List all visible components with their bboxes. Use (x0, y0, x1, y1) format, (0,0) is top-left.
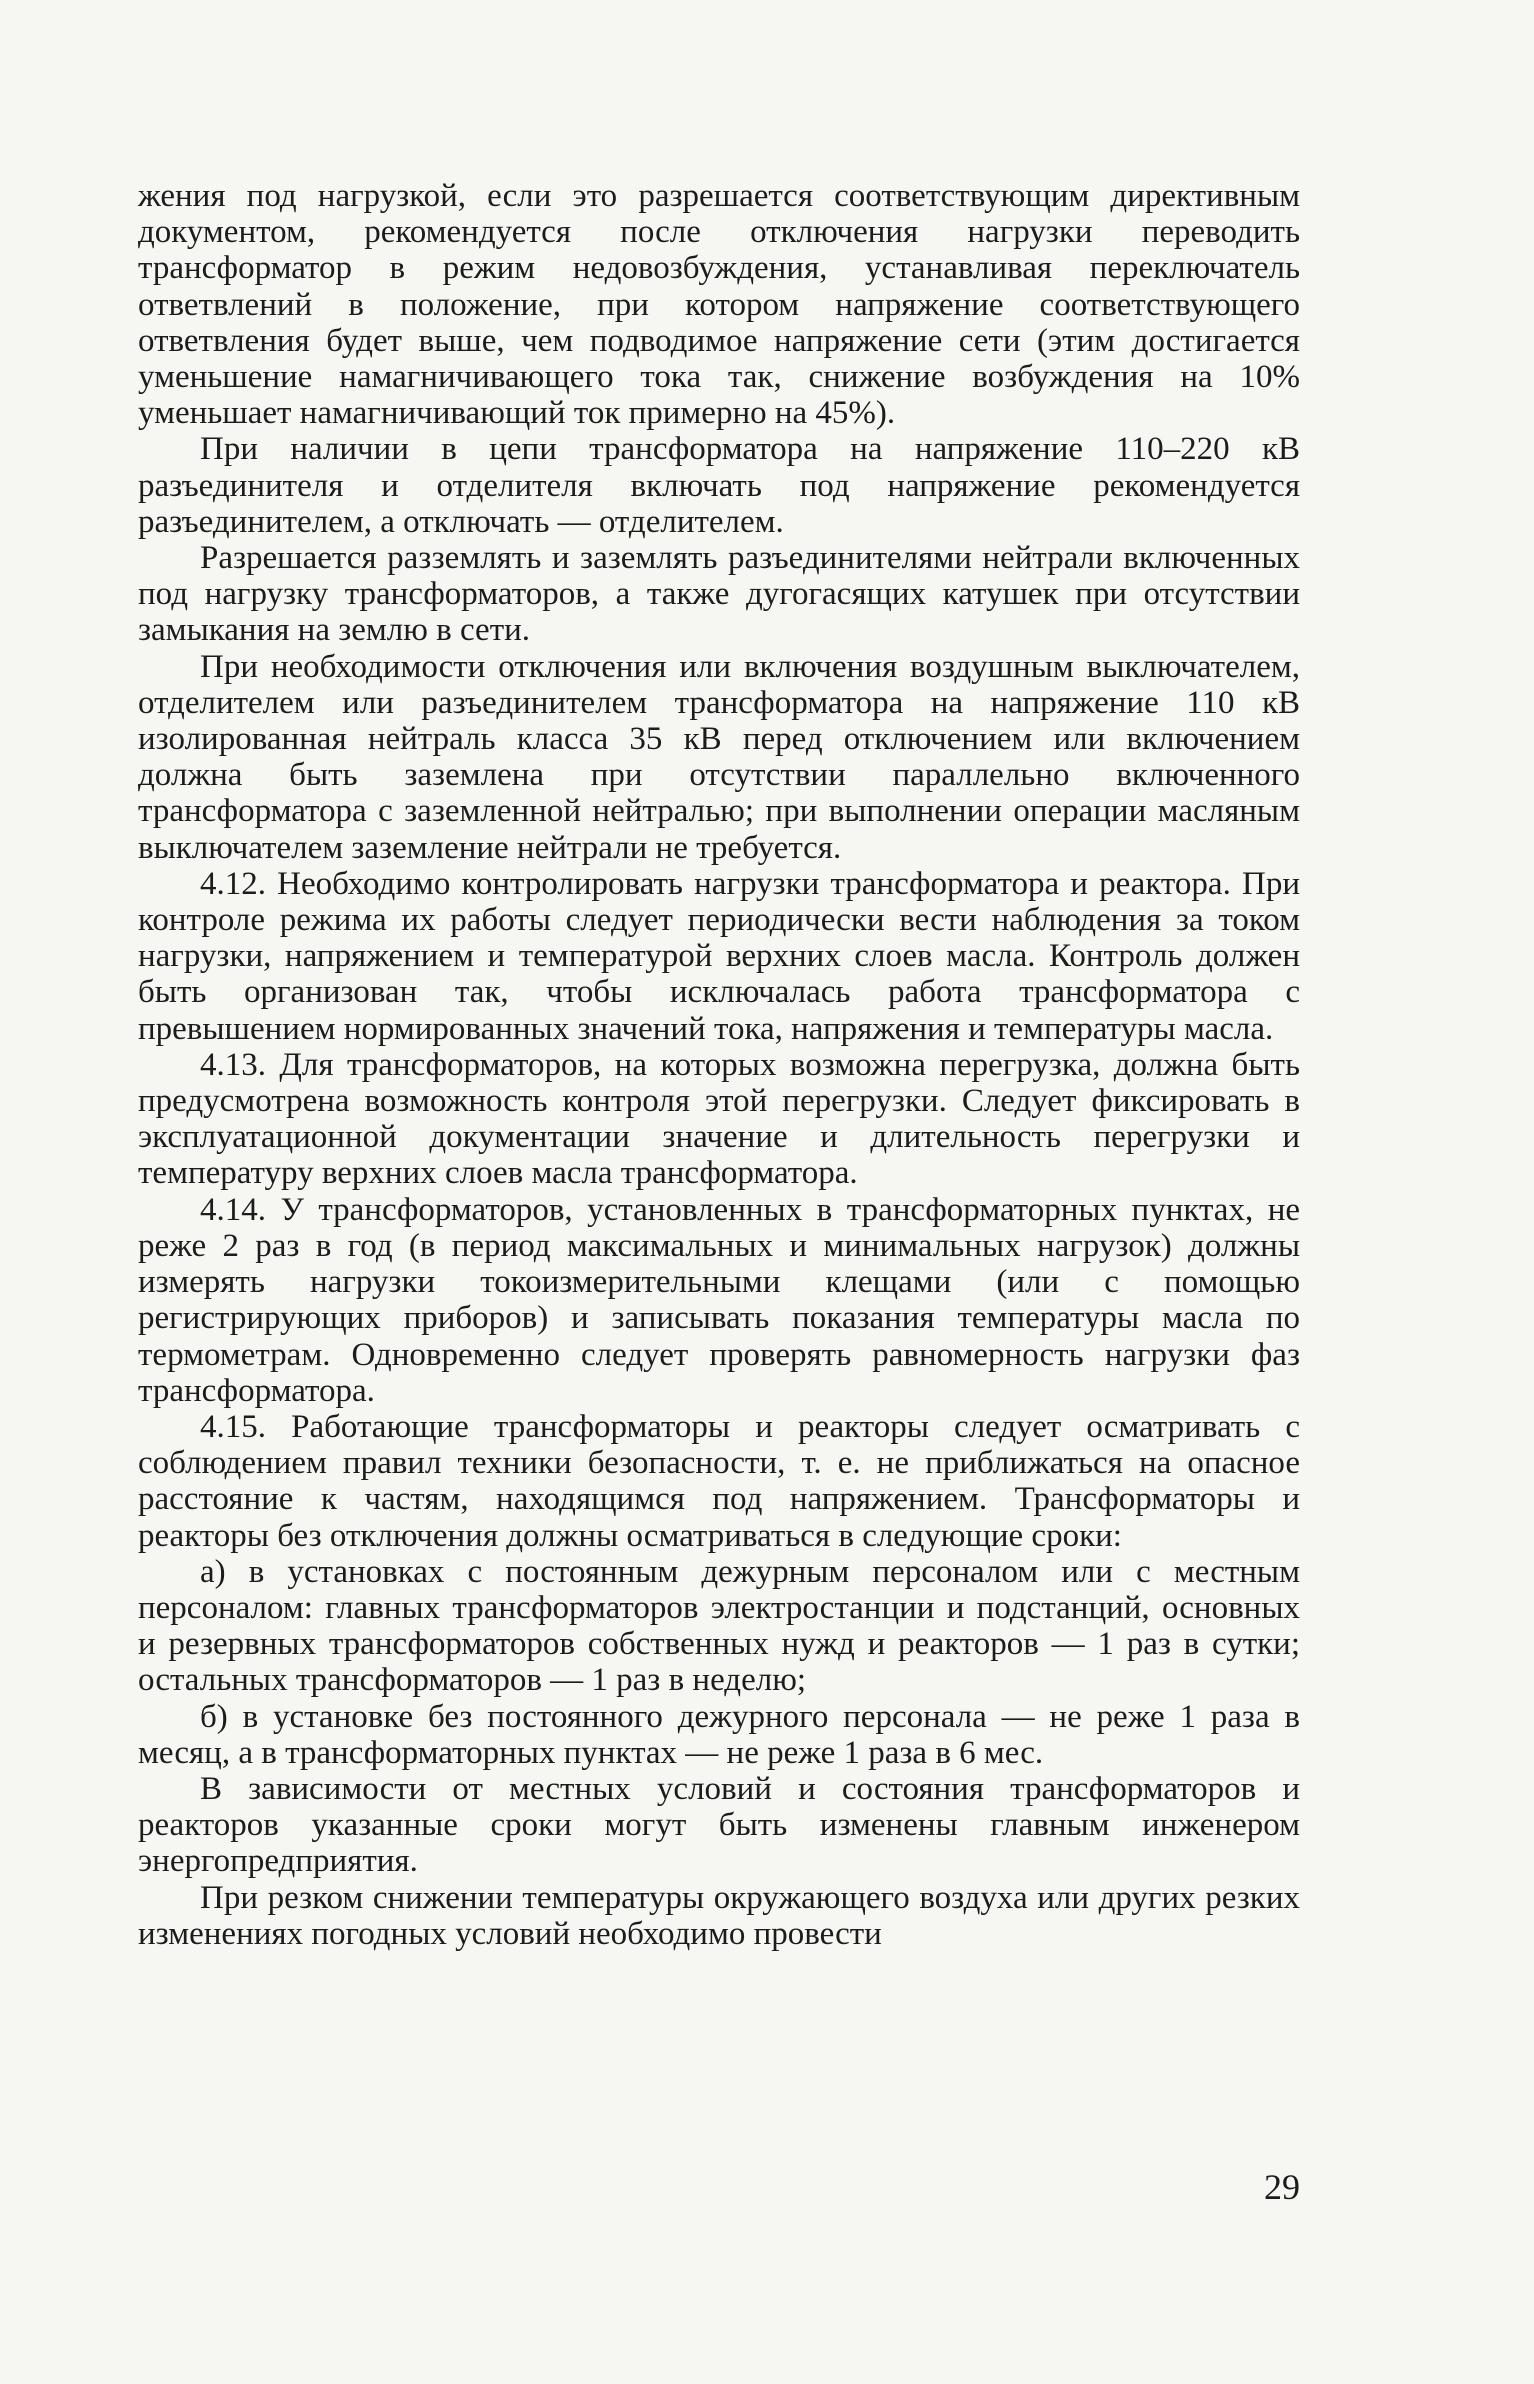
paragraph-continuation: жения под нагрузкой, если это разрешается соответствующим директивным документом, рекомендуется после отключения нагрузки переводить трансформатор в режим недовозбуждения, устанавливая переключатель ответвлений в положение, при котором напряжение соответствующего ответвления будет выше, чем подводимое напряжение сети (этим достигается уменьшение намагничивающего тока так, снижение возбуждения на 10% уменьшает намагничивающий ток примерно на 45%). (138, 178, 1300, 432)
paragraph-item-a: а) в установках с постоянным дежурным персоналом или с местным персоналом: главных трансформаторов электростанции и подстанций, основных и резервных трансформаторов собственных нужд и реакторов — 1 раз в сутки; остальных трансформаторов — 1 раз в неделю; (138, 1553, 1300, 1699)
page-text (138, 178, 1300, 1952)
paragraph-4-14: 4.14. У трансформаторов, установленных в трансформаторных пунктах, не реже 2 раз в год (в период максимальных и минимальных нагрузок) должны измерять нагрузки токоизмерительными клещами (или с помощью регистрирующих приборов) и записывать показания температуры масла по термометрам. Одновременно следует проверять равномерность нагрузки фаз трансформатора. (138, 1191, 1300, 1409)
paragraph-disconnector: При наличии в цепи трансформатора на напряжение 110–220 кВ разъединителя и отделителя включать под напряжение рекомендуется разъединителем, а отключать — отделителем. (138, 431, 1300, 540)
paragraph-local-conditions: В зависимости от местных условий и состояния трансформаторов и реакторов указанные сроки могут быть изменены главным инженером энергопредприятия. (138, 1770, 1300, 1880)
paragraph-4-12: 4.12. Необходимо контролировать нагрузки трансформатора и реактора. При контроле режима их работы следует периодически вести наблюдения за током нагрузки, напряжением и температурой верхних слоев масла. Контроль должен быть организован так, чтобы исключалась работа трансформатора с превышением нормированных значений тока, напряжения и температуры масла. (138, 865, 1300, 1047)
paragraph-weather: При резком снижении температуры окружающего воздуха или других резких изменениях погодных условий необходимо провести (138, 1879, 1300, 1952)
paragraph-air-breaker: При необходимости отключения или включения воздушным выключателем, отделителем или разъединителем трансформатора на напряжение 110 кВ изолированная нейтраль класса 35 кВ перед отключением или включением должна быть заземлена при отсутствии параллельно включенного трансформатора с заземленной нейтралью; при выполнении операции масляным выключателем заземление нейтрали не требуется. (138, 648, 1300, 866)
paragraph-4-13: 4.13. Для трансформаторов, на которых возможна перегрузка, должна быть предусмотрена возможность контроля этой перегрузки. Следует фиксировать в эксплуатационной документации значение и длительность перегрузки и температуру верхних слоев масла трансформатора. (138, 1046, 1300, 1192)
page-number: 29 (1264, 2167, 1300, 2207)
paragraph-4-15: 4.15. Работающие трансформаторы и реакторы следует осматривать с соблюдением правил техники безопасности, т. е. не приближаться на опасное расстояние к частям, находящимся под напряжением. Трансформаторы и реакторы без отключения должны осматриваться в следующие сроки: (138, 1408, 1300, 1554)
paragraph-item-b: б) в установке без постоянного дежурного персонала — не реже 1 раза в месяц, а в трансформаторных пунктах — не реже 1 раза в 6 мес. (138, 1698, 1300, 1771)
paragraph-grounding: Разрешается разземлять и заземлять разъединителями нейтрали включенных под нагрузку трансформаторов, а также дугогасящих катушек при отсутствии замыкания на землю в сети. (138, 540, 1300, 649)
